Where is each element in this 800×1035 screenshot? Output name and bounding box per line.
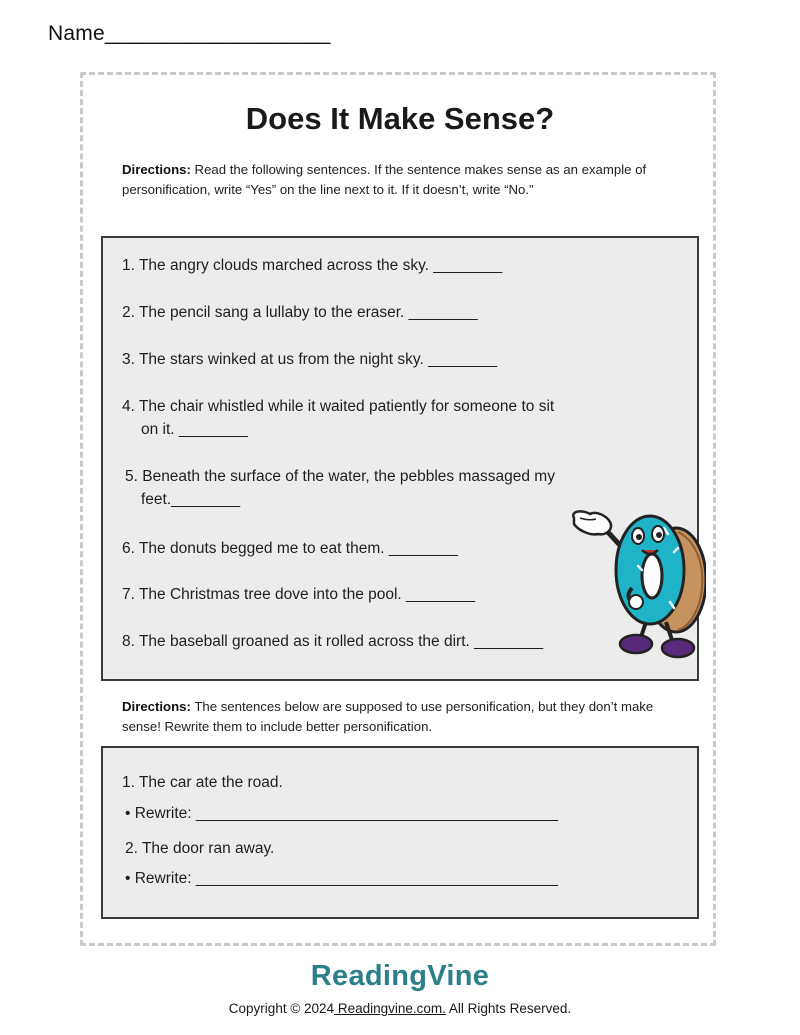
- sentence-text: 2. The pencil sang a lullaby to the eraser. ________: [122, 304, 478, 321]
- sentence-item-5: [125, 465, 665, 511]
- rewrite-sentence-1: 1. The car ate the road.: [122, 774, 283, 791]
- directions-text: The sentences below are supposed to use personification, but they don’t make sense! Rewrite them to include better personification.: [122, 699, 654, 734]
- directions-label: Directions:: [122, 162, 191, 177]
- directions-part-2: [122, 697, 670, 736]
- sentence-text-continued: on it. ________: [141, 421, 248, 438]
- readingvine-logo: ReadingVine: [310, 960, 490, 992]
- sentence-text-continued: feet.________: [141, 491, 241, 508]
- sentence-item-2: [122, 301, 662, 324]
- copyright-prefix: Copyright © 2024: [228, 1001, 335, 1016]
- sentence-text: 8. The baseball groaned as it rolled across the dirt. ________: [122, 633, 544, 650]
- directions-part-1: [122, 160, 670, 199]
- sentence-item-1: [122, 254, 662, 277]
- copyright-suffix: All Rights Reserved.: [445, 1001, 572, 1016]
- rewrite-line-1: • Rewrite: __________________________________________: [125, 805, 558, 822]
- sentence-text: 7. The Christmas tree dove into the pool. ________: [122, 586, 475, 603]
- sentence-text: 3. The stars winked at us from the night sky. ________: [122, 351, 498, 368]
- directions-label: Directions:: [122, 699, 191, 714]
- sentence-text: 1. The angry clouds marched across the sky. ________: [122, 257, 503, 274]
- page-title: Does It Make Sense?: [245, 101, 555, 136]
- sentence-item-3: [122, 348, 662, 371]
- copyright-notice: [0, 1001, 800, 1016]
- directions-text: Read the following sentences. If the sentence makes sense as an example of personification, write “Yes” on the line next to it. If it doesn’t, write “No.”: [122, 162, 647, 197]
- donut-mascot-illustration: [566, 506, 706, 661]
- rewrite-line-2: • Rewrite: __________________________________________: [125, 870, 558, 887]
- sentence-text: 5. Beneath the surface of the water, the pebbles massaged my: [125, 468, 555, 485]
- readingvine-link[interactable]: Readingvine.com.: [334, 1001, 446, 1016]
- sentence-item-4: [122, 395, 662, 441]
- rewrite-sentence-2: 2. The door ran away.: [125, 840, 275, 857]
- name-line: Name___________________: [48, 22, 331, 45]
- sentence-text: 4. The chair whistled while it waited patiently for someone to sit: [122, 398, 555, 415]
- sentence-text: 6. The donuts begged me to eat them. ________: [122, 540, 458, 557]
